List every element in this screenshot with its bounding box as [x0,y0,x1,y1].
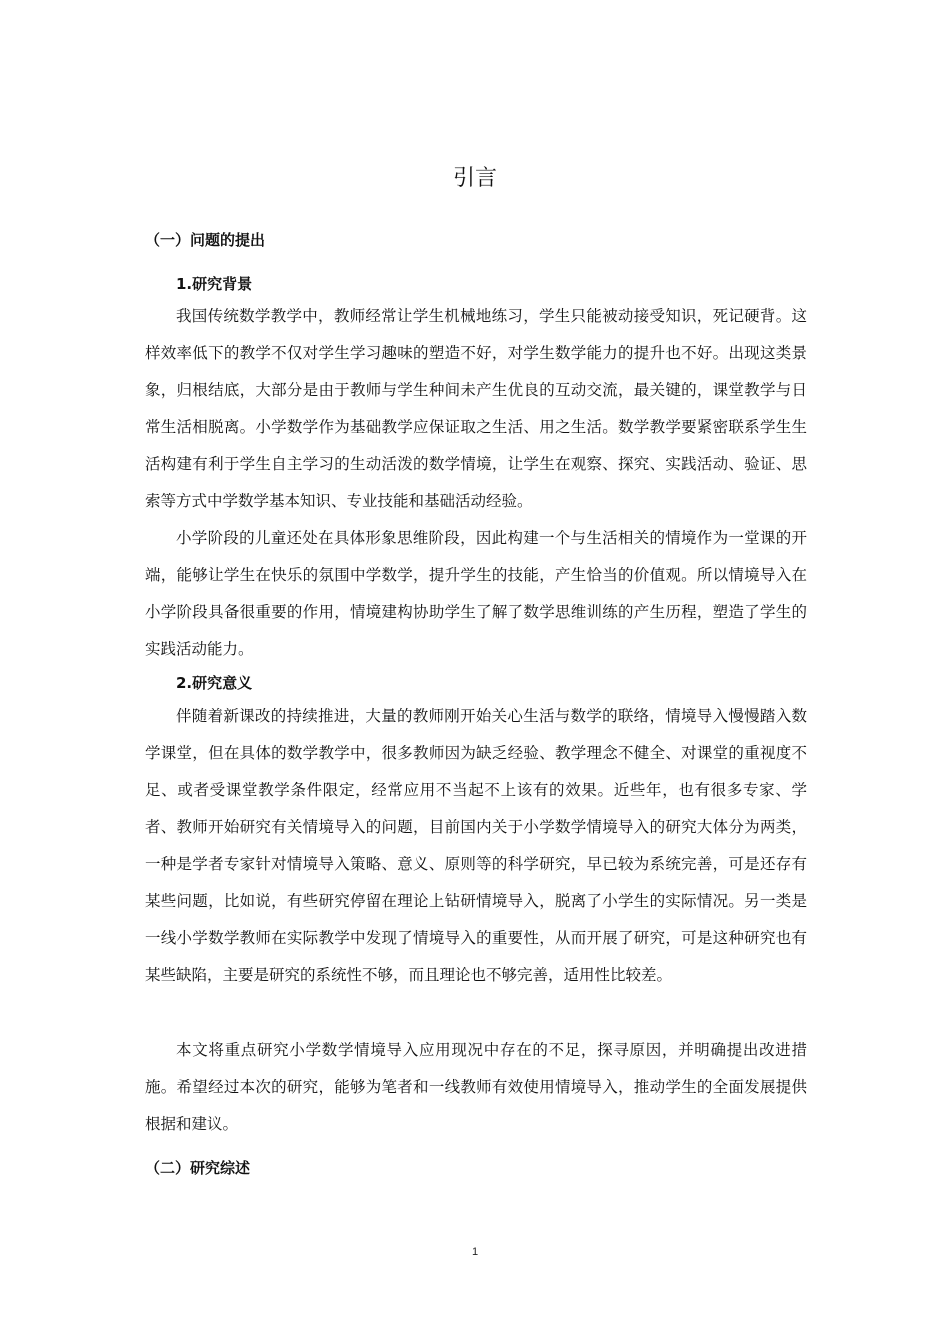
subsection-heading-significance: 2.研究意义 [176,674,253,692]
page-title: 引言 [452,166,497,191]
paragraph-significance-1: 伴随着新课改的持续推进，大量的教师刚开始关心生活与数学的联络，情境导入慢慢踏入数学课堂，但在具体的数学教学中，很多教师因为缺乏经验、教学理念不健全、对课堂的重视度不足、或者受课堂教学条件限定，经常应用不当起不上该有的效果。近些年，也有很多专家、学者、教师开始研究有关情境导入的问题，目前国内关于小学数学情境导入的研究大体分为两类，一种是学者专家针对情境导入策略、意义、原则等的科学研究，早已较为系统完善，可是还存有某些问题，比如说，有些研究停留在理论上钻研情境导入，脱离了小学生的实际情况。另一类是一线小学数学教师在实际教学中发现了情境导入的重要性，从而开展了研究，可是这种研究也有某些缺陷，主要是研究的系统性不够，而且理论也不够完善，适用性比较差。 [145,707,807,984]
paragraph-background-1: 我国传统数学教学中，教师经常让学生机械地练习，学生只能被动接受知识，死记硬背。这样效率低下的教学不仅对学生学习趣味的塑造不好，对学生数学能力的提升也不好。出现这类景象，归根结底，大部分是由于教师与学生种间未产生优良的互动交流，最关键的，课堂教学与日常生活相脱离。小学数学作为基础教学应保证取之生活、用之生活。数学教学要紧密联系学生生活构建有利于学生自主学习的生动活泼的数学情境，让学生在观察、探究、实践活动、验证、思索等方式中学数学基本知识、专业技能和基础活动经验。 [145,307,807,510]
page-number: 1 [471,1246,479,1258]
section-heading-problem: （一）问题的提出 [145,231,266,249]
subsection-heading-background: 1.研究背景 [176,275,253,293]
paragraph-significance-2: 本文将重点研究小学数学情境导入应用现况中存在的不足，探寻原因，并明确提出改进措施。希望经过本次的研究，能够为笔者和一线教师有效使用情境导入，推动学生的全面发展提供根据和建议。 [145,1041,807,1133]
section-heading-review: （二）研究综述 [145,1159,251,1177]
paragraph-background-2: 小学阶段的儿童还处在具体形象思维阶段，因此构建一个与生活相关的情境作为一堂课的开端，能够让学生在快乐的氛围中学数学，提升学生的技能，产生恰当的价值观。所以情境导入在小学阶段具备很重要的作用，情境建构协助学生了解了数学思维训练的产生历程，塑造了学生的实践活动能力。 [145,529,807,658]
